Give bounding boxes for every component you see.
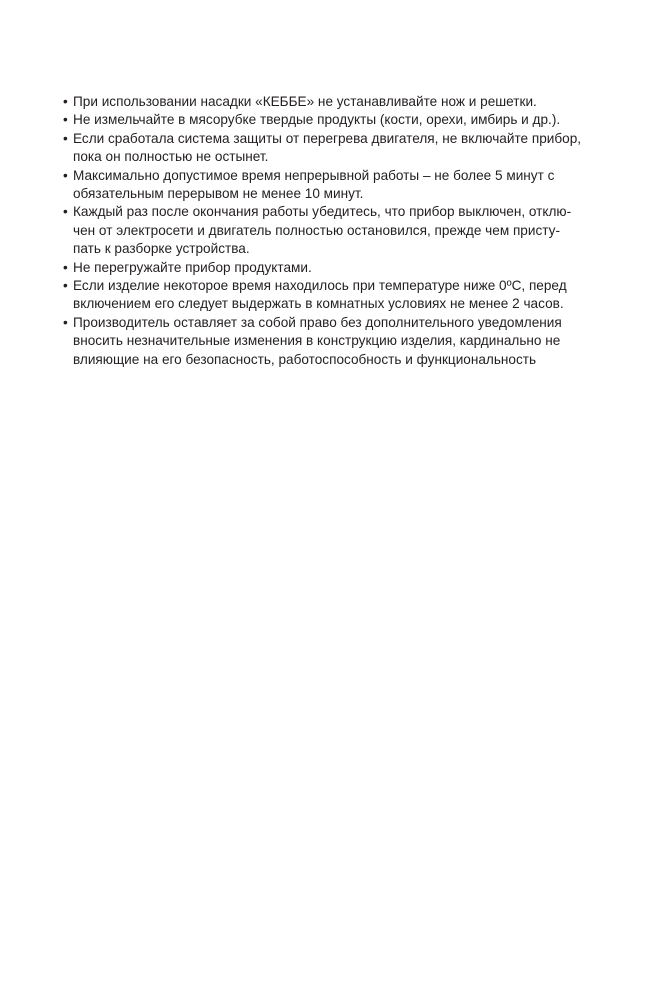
bullet-icon: • [63,94,68,109]
bullet-icon: • [63,278,68,294]
bullet-icon: • [63,167,68,183]
list-item-text: Не измельчайте в мясорубке твердые продукты (кости, орехи, имбирь и др.). [73,112,561,128]
list-item [62,203,607,258]
list-item-text: пать к разборке устройства. [73,241,250,257]
list-item-text: Производитель оставляет за собой право без дополнительного уведомления [73,314,562,330]
bullet-icon: • [63,314,68,330]
list-item [62,130,607,167]
list-item [62,314,607,369]
bullet-icon: • [63,204,68,220]
safety-instructions-list [62,93,607,369]
list-item-text: Если сработала система защиты от перегрева двигателя, не включайте прибор, [73,130,582,146]
list-item-text: чен от электросети и двигатель полностью остановился, прежде чем присту- [73,222,560,238]
list-item-text: При использовании насадки «КЕББЕ» не устанавливайте нож и решетки. [73,94,537,109]
list-item [62,277,607,314]
list-item-text: включением его следует выдержать в комнатных условиях не менее 2 часов. [73,296,564,312]
list-item-text: обязательным перерывом не менее 10 минут. [73,186,364,202]
bullet-icon: • [63,259,68,275]
bullet-icon: • [63,112,68,128]
list-item [62,259,607,277]
list-item-text: Каждый раз после окончания работы убедитесь, что прибор выключен, отклю- [73,204,572,220]
list-item-text: Не перегружайте прибор продуктами. [73,259,312,275]
list-item [62,111,607,129]
list-item-text: вносить незначительные изменения в конструкцию изделия, кардинально не [73,333,561,349]
list-item-text: влияющие на его безопасность, работоспособность и функциональность [73,351,537,367]
list-item-text: пока он полностью не остынет. [73,149,269,165]
list-item-text: Максимально допустимое время непрерывной работы – не более 5 минут с [73,167,555,183]
bullet-icon: • [63,130,68,146]
list-item-text: Если изделие некоторое время находилось при температуре ниже 0ºС, перед [73,278,567,294]
list-item [62,167,607,204]
list-item [62,93,607,111]
